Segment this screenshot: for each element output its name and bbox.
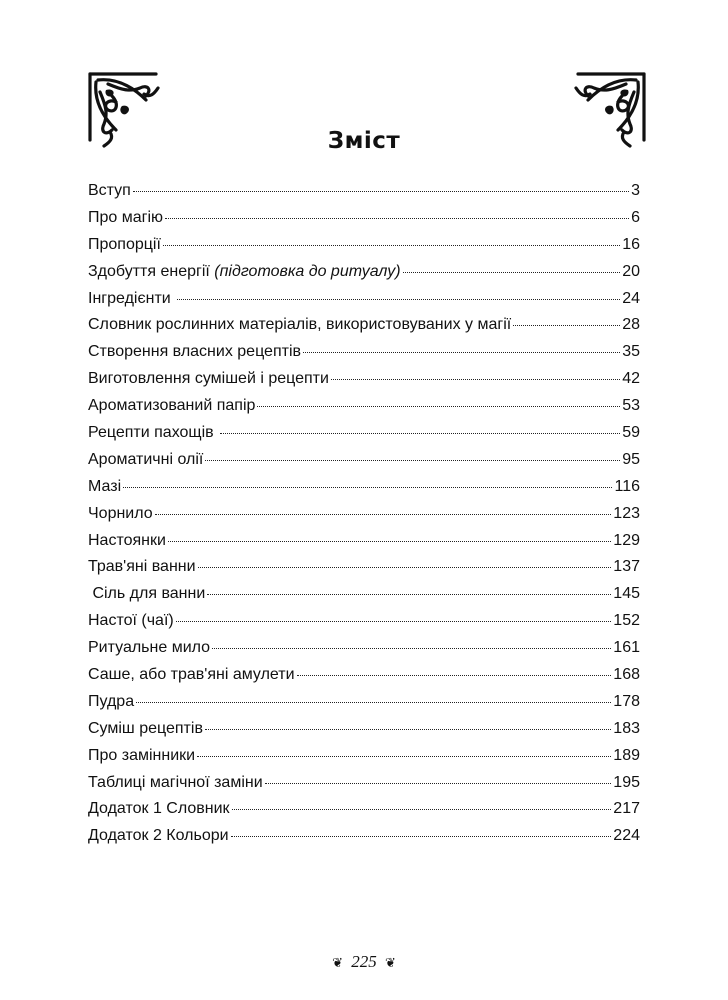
toc-entry-title [88,451,203,469]
toc-entry-title [88,182,131,200]
toc-entry-page: 145 [613,585,640,603]
toc-entry[interactable] [88,451,640,478]
toc-entry[interactable] [88,532,640,559]
dot-leader [303,352,620,353]
toc-entry-title-text: Суміш рецептів [88,719,203,737]
dot-leader [232,809,612,810]
toc-entry-title [88,209,163,227]
dot-leader [155,514,612,515]
toc-entry-title-text: Ароматичні олії [88,450,204,468]
dot-leader [207,594,611,595]
dot-leader [176,621,612,622]
toc-entry[interactable] [88,316,640,343]
toc-entry-page: 178 [613,692,640,710]
dot-leader [403,272,621,273]
toc-entry-page: 168 [613,666,640,684]
toc-entry-page: 42 [622,370,640,388]
toc-entry-page: 137 [613,558,640,576]
dot-leader [205,729,611,730]
dot-leader [297,675,612,676]
toc-entry-page: 183 [613,719,640,737]
page-title: Зміст [327,128,401,155]
dot-leader [265,783,612,784]
toc-entry-title [88,666,295,684]
toc-entry[interactable] [88,612,640,639]
dot-leader [177,299,620,300]
toc-entry-page: 16 [622,235,640,253]
toc-entry-title-text: Сіль для ванни [88,585,206,603]
toc-entry[interactable] [88,827,640,854]
toc-entry[interactable] [88,774,640,801]
toc-entry-page: 6 [631,208,640,226]
dot-leader [205,460,620,461]
footer-ornament-right-icon: ❦ [385,955,396,970]
page-number: 225 [351,952,377,971]
dot-leader [220,433,620,434]
toc-entry-page: 152 [613,612,640,630]
toc-entry-title [88,397,255,415]
dot-leader [231,836,612,837]
toc-entry-title [88,263,401,281]
toc-entry-page: 28 [622,316,640,334]
dot-leader [133,191,629,192]
toc-entry-title [88,693,134,711]
toc-entry-page: 217 [613,800,640,818]
toc-entry-title-text: Настоянки [88,531,166,549]
toc-entry-page: 195 [613,773,640,791]
toc-entry-title-text: Виготовлення сумішей і рецепти [88,370,329,388]
toc-entry-title [88,478,121,496]
toc-entry[interactable] [88,693,640,720]
dot-leader [165,218,629,219]
toc-entry-page: 161 [613,639,640,657]
toc-entry-page: 35 [622,343,640,361]
toc-entry-title-text: Рецепти пахощів [88,424,219,442]
toc-entry-title [88,424,218,442]
toc-entry[interactable] [88,585,640,612]
toc-entry[interactable] [88,666,640,693]
dot-leader [197,756,611,757]
toc-entry-title-text: Здобуття енергії [88,262,215,280]
toc-entry-title [88,532,166,550]
dot-leader [163,245,620,246]
toc-entry-title-text: Додаток 2 Кольори [88,827,229,845]
toc-entry[interactable] [88,639,640,666]
toc-entry-page: 3 [631,182,640,199]
toc-entry-title-text: Пудра [88,692,135,710]
toc-entry-title [88,236,161,254]
toc-entry-title-text: Саше, або трав'яні амулети [88,666,295,684]
toc-entry[interactable] [88,236,640,263]
toc-entry-title [88,316,511,334]
footer-ornament-left-icon: ❦ [332,955,343,970]
toc-entry[interactable] [88,182,640,209]
dot-leader [331,379,620,380]
toc-entry-title-text: Настої (чаї) [88,612,174,630]
toc-entry[interactable] [88,800,640,827]
toc-entry-title [88,639,210,657]
toc-entry[interactable] [88,478,640,505]
toc-entry[interactable] [88,290,640,317]
toc-entry[interactable] [88,263,640,290]
toc-entry-title-italic: (підготовка до ритуалу) [214,262,401,280]
toc-entry-page: 20 [622,262,640,280]
toc-entry-page: 129 [613,531,640,549]
toc-entry-title [88,505,153,523]
toc-entry-page: 116 [614,477,640,495]
dot-leader [212,648,611,649]
toc-entry[interactable] [88,558,640,585]
toc-entry-page: 95 [622,450,640,468]
toc-entry-page: 53 [622,397,640,415]
toc-entry-page: 59 [622,424,640,442]
toc-entry-title [88,800,230,818]
toc-entry-page: 189 [613,746,640,764]
toc-entry-page: 24 [622,289,640,307]
toc-entry[interactable] [88,370,640,397]
toc-entry-title [88,612,174,630]
toc-entry-page: 224 [613,827,640,845]
toc-entry[interactable] [88,747,640,774]
table-of-contents [88,182,640,854]
toc-entry-title-text: Про магію [88,208,164,226]
toc-entry-title-text: Створення власних рецептів [88,343,301,361]
toc-entry[interactable] [88,397,640,424]
toc-entry-title-text: Вступ [88,182,131,199]
toc-entry-title [88,558,196,576]
toc-entry-title-text: Чорнило [88,504,153,522]
toc-entry[interactable] [88,424,640,451]
toc-entry[interactable] [88,505,640,532]
toc-entry-title [88,720,203,738]
dot-leader [123,487,612,488]
toc-entry-title [88,343,301,361]
toc-entry-title-text: Таблиці магічної заміни [88,773,263,791]
dot-leader [257,406,620,407]
toc-entry-title-text: Додаток 1 Словник [88,800,230,818]
toc-entry-title [88,585,205,603]
dot-leader [513,325,620,326]
dot-leader [136,702,611,703]
page-number-footer [0,952,728,972]
toc-entry[interactable] [88,209,640,236]
toc-entry-title-text: Пропорції [88,235,161,253]
toc-entry-title [88,827,229,845]
toc-entry-page: 123 [613,504,640,522]
toc-entry[interactable] [88,720,640,747]
toc-entry-title [88,774,263,792]
toc-entry-title-text: Словник рослинних матеріалів, використовуваних у магії [88,316,512,334]
toc-entry-title [88,290,175,308]
toc-entry-title-text: Інгредієнти [88,289,176,307]
toc-entry-title-text: Ароматизований папір [88,397,256,415]
toc-entry-title [88,747,195,765]
toc-entry-title-text: Ритуальне мило [88,639,211,657]
dot-leader [168,541,611,542]
toc-entry-title [88,370,329,388]
toc-entry-title-text: Трав'яні ванни [88,558,196,576]
toc-entry[interactable] [88,343,640,370]
toc-entry-title-text: Мазі [88,477,122,495]
toc-entry-title-text: Про замінники [88,746,196,764]
dot-leader [198,567,612,568]
